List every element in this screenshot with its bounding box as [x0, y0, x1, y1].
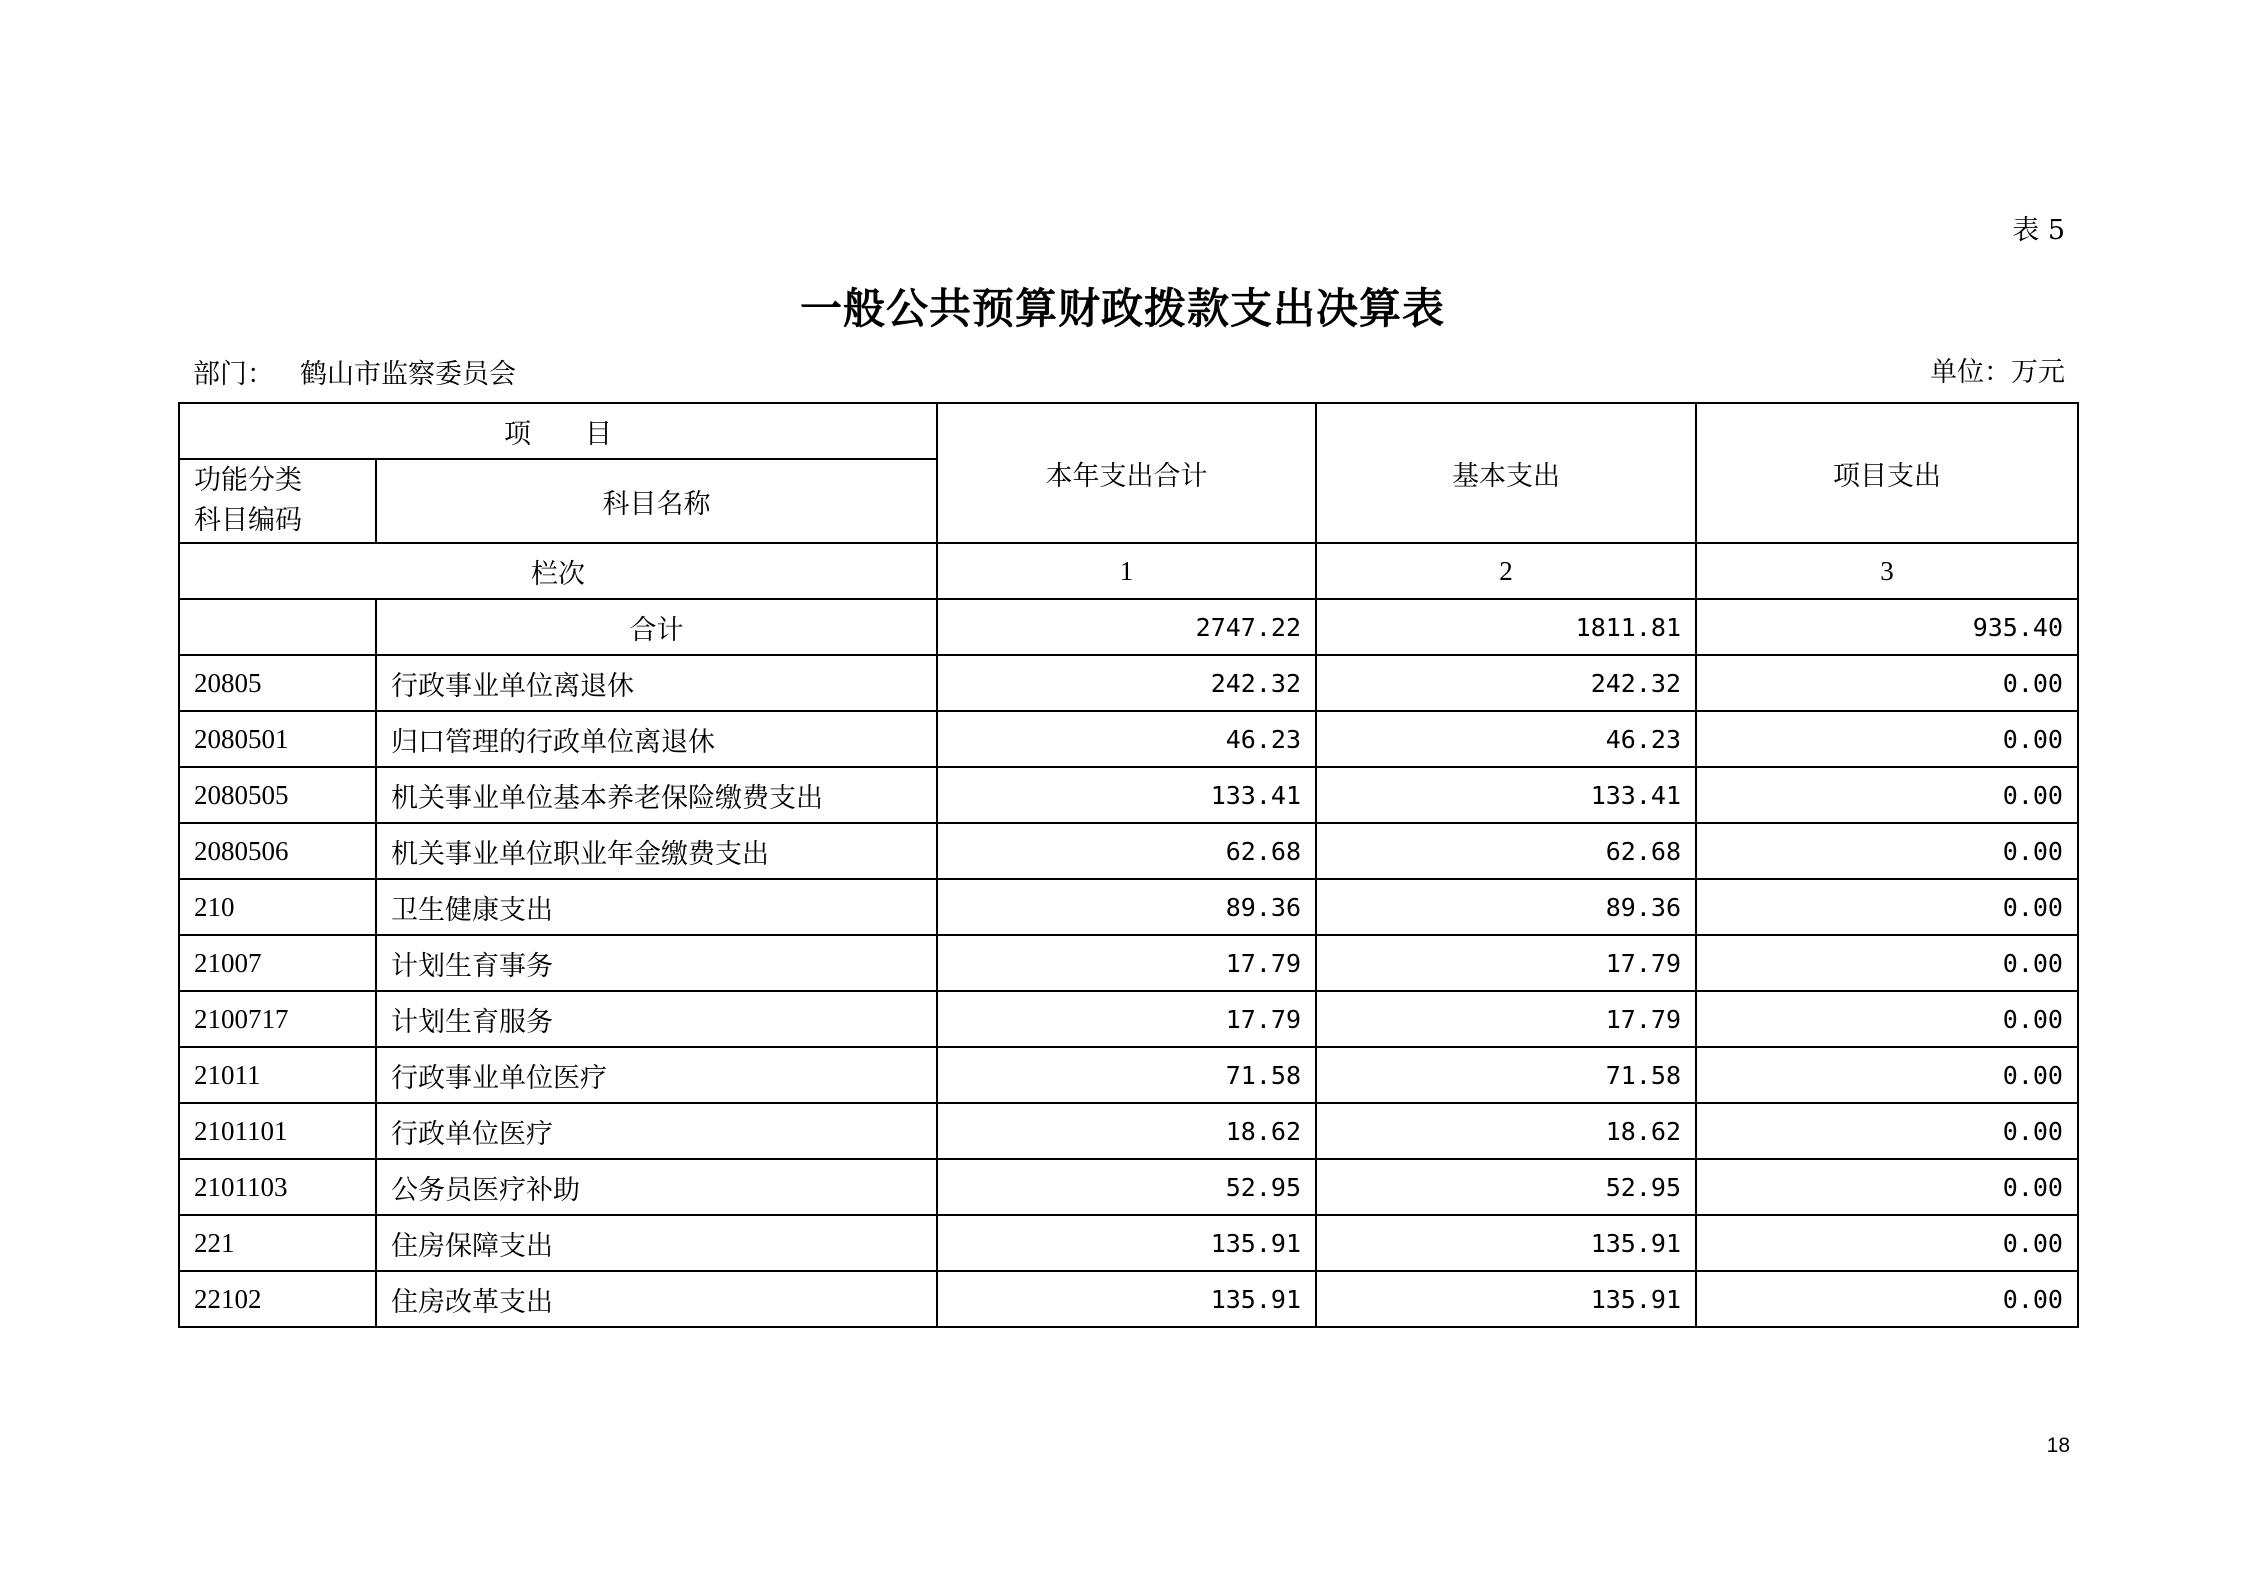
department-value: 鹤山市监察委员会 [300, 359, 516, 390]
row-basic: 133.41 [1316, 767, 1696, 823]
row-project: 0.00 [1696, 711, 2078, 767]
header-row-project [179, 403, 2078, 459]
budget-table [178, 402, 2079, 1328]
row-basic: 17.79 [1316, 991, 1696, 1047]
row-name: 卫生健康支出 [376, 879, 937, 935]
row-name: 机关事业单位职业年金缴费支出 [376, 823, 937, 879]
row-project: 0.00 [1696, 935, 2078, 991]
row-basic: 135.91 [1316, 1271, 1696, 1327]
row-project: 0.00 [1696, 1159, 2078, 1215]
table-row [179, 935, 2078, 991]
document-title: 一般公共预算财政拨款支出决算表 [799, 284, 1445, 333]
row-name: 公务员医疗补助 [376, 1159, 937, 1215]
row-name: 计划生育事务 [376, 935, 937, 991]
row-project: 0.00 [1696, 1047, 2078, 1103]
row-name: 住房改革支出 [376, 1271, 937, 1327]
table-number: 表 5 [2012, 215, 2065, 246]
total-code [179, 599, 376, 655]
row-total: 17.79 [937, 991, 1316, 1047]
row-name: 行政单位医疗 [376, 1103, 937, 1159]
row-basic: 89.36 [1316, 879, 1696, 935]
lanci-label: 栏次 [179, 543, 937, 599]
total-row [179, 599, 2078, 655]
row-name: 机关事业单位基本养老保险缴费支出 [376, 767, 937, 823]
row-total: 89.36 [937, 879, 1316, 935]
row-project: 0.00 [1696, 655, 2078, 711]
table-row [179, 991, 2078, 1047]
header-col-project: 项目支出 [1696, 403, 2078, 543]
lanci-3: 3 [1696, 543, 2078, 599]
total-sum: 2747.22 [937, 599, 1316, 655]
row-name: 行政事业单位医疗 [376, 1047, 937, 1103]
row-code: 2080501 [179, 711, 376, 767]
total-basic: 1811.81 [1316, 599, 1696, 655]
row-project: 0.00 [1696, 879, 2078, 935]
row-basic: 18.62 [1316, 1103, 1696, 1159]
row-code: 20805 [179, 655, 376, 711]
department-label: 部门： [193, 359, 274, 390]
row-project: 0.00 [1696, 767, 2078, 823]
header-col-total: 本年支出合计 [937, 403, 1316, 543]
row-code: 221 [179, 1215, 376, 1271]
row-basic: 62.68 [1316, 823, 1696, 879]
department-line [193, 352, 516, 391]
table-row [179, 1159, 2078, 1215]
row-code: 2100717 [179, 991, 376, 1047]
row-basic: 17.79 [1316, 935, 1696, 991]
row-name: 计划生育服务 [376, 991, 937, 1047]
row-code: 22102 [179, 1271, 376, 1327]
row-total: 17.79 [937, 935, 1316, 991]
header-project: 项 目 [179, 403, 937, 459]
row-code: 2080506 [179, 823, 376, 879]
header-col-basic: 基本支出 [1316, 403, 1696, 543]
row-project: 0.00 [1696, 823, 2078, 879]
header-subject-name: 科目名称 [376, 459, 937, 543]
row-project: 0.00 [1696, 1215, 2078, 1271]
row-basic: 135.91 [1316, 1215, 1696, 1271]
table-row [179, 1215, 2078, 1271]
row-name: 归口管理的行政单位离退休 [376, 711, 937, 767]
row-project: 0.00 [1696, 991, 2078, 1047]
row-project: 0.00 [1696, 1103, 2078, 1159]
row-name: 住房保障支出 [376, 1215, 937, 1271]
lanci-1: 1 [937, 543, 1316, 599]
row-total: 135.91 [937, 1271, 1316, 1327]
row-total: 242.32 [937, 655, 1316, 711]
header-func-code [179, 459, 376, 543]
row-total: 62.68 [937, 823, 1316, 879]
row-basic: 242.32 [1316, 655, 1696, 711]
row-total: 135.91 [937, 1215, 1316, 1271]
row-total: 133.41 [937, 767, 1316, 823]
lanci-row [179, 543, 2078, 599]
row-basic: 52.95 [1316, 1159, 1696, 1215]
row-total: 71.58 [937, 1047, 1316, 1103]
table-row [179, 1103, 2078, 1159]
row-basic: 46.23 [1316, 711, 1696, 767]
row-total: 46.23 [937, 711, 1316, 767]
table-row [179, 711, 2078, 767]
header-func-code-line2: 科目编码 [194, 505, 302, 536]
row-code: 21011 [179, 1047, 376, 1103]
row-name: 行政事业单位离退休 [376, 655, 937, 711]
unit-label: 单位：万元 [1930, 357, 2065, 388]
table-row [179, 655, 2078, 711]
table-row [179, 823, 2078, 879]
total-project: 935.40 [1696, 599, 2078, 655]
total-label: 合计 [376, 599, 937, 655]
row-code: 2101103 [179, 1159, 376, 1215]
row-total: 18.62 [937, 1103, 1316, 1159]
table-row [179, 767, 2078, 823]
table-row [179, 879, 2078, 935]
row-code: 21007 [179, 935, 376, 991]
row-total: 52.95 [937, 1159, 1316, 1215]
row-code: 2101101 [179, 1103, 376, 1159]
row-basic: 71.58 [1316, 1047, 1696, 1103]
table-row [179, 1271, 2078, 1327]
row-project: 0.00 [1696, 1271, 2078, 1327]
lanci-2: 2 [1316, 543, 1696, 599]
row-code: 210 [179, 879, 376, 935]
row-code: 2080505 [179, 767, 376, 823]
table-row [179, 1047, 2078, 1103]
header-func-code-line1: 功能分类 [194, 465, 302, 496]
page-number: 18 [2046, 1434, 2070, 1457]
